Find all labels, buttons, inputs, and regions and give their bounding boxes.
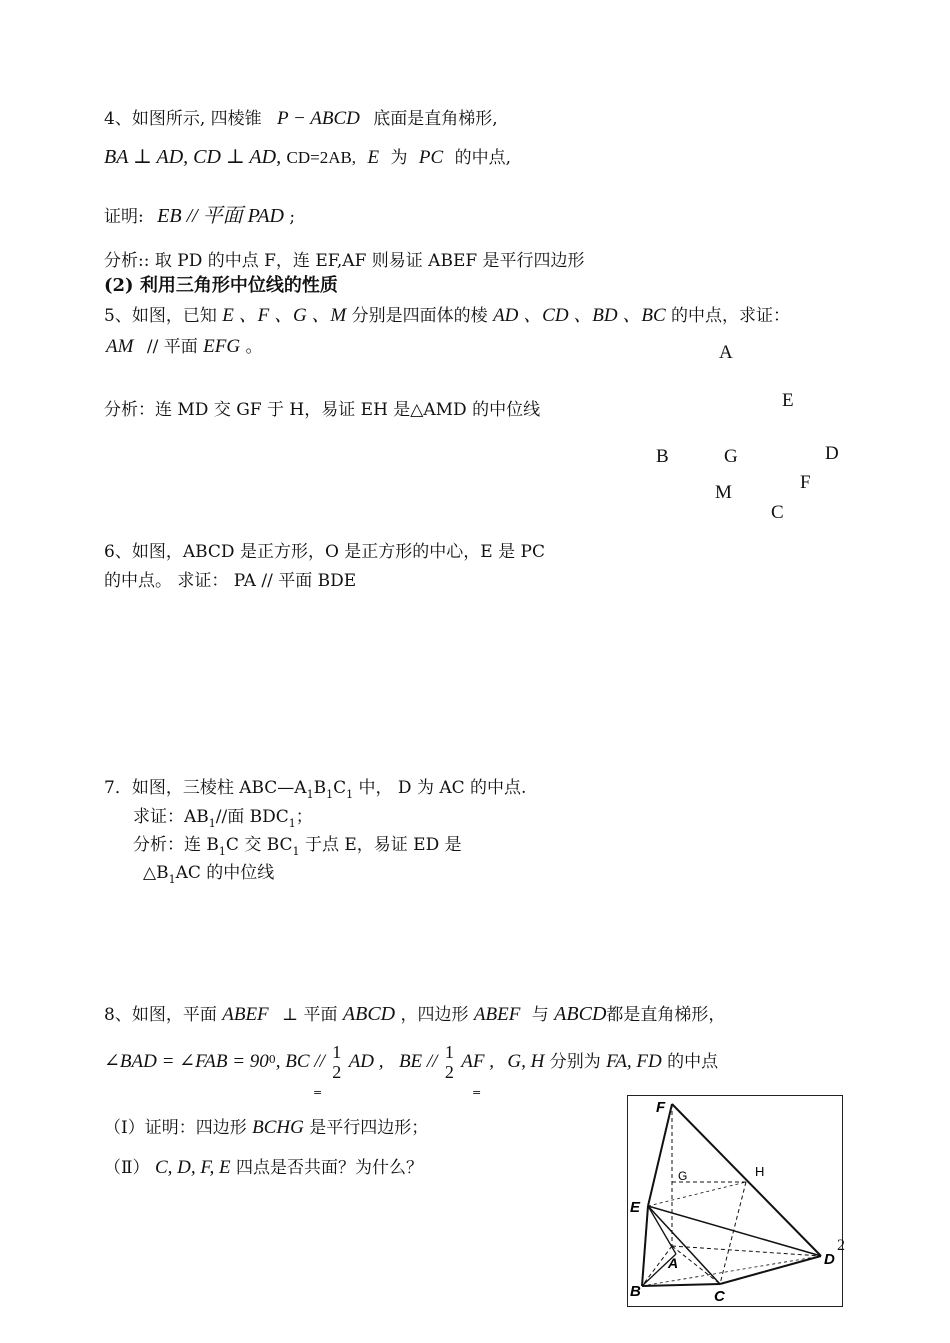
q5-label-f: F [800,472,811,493]
q4-analysis: 分析:: 取 PD 的中点 F，连 EF,AF 则易证 ABEF 是平行四边形 [104,251,585,271]
q5-label-m: M [715,482,732,503]
section-2-title: (2) 利用三角形中位线的性质 [104,275,338,296]
q5-analysis: 分析：连 MD 交 GF 于 H，易证 EH 是△AMD 的中位线 [104,400,541,420]
q8-fig-label-a: A [668,1255,679,1271]
q5-label-b: B [656,446,669,467]
q8-fig-label-c: C [714,1288,725,1305]
q5-label-g: G [724,446,738,467]
q8-fig-label-b: B [630,1283,641,1300]
q6-line2: 的中点。 求证： PA // 平面 BDE [104,571,357,591]
q5-label-d: D [825,443,839,464]
q8-fig-label-f: F [656,1099,666,1116]
q5-label-c: C [771,502,784,523]
q6-line1: 6、如图，ABCD 是正方形，O 是正方形的中心，E 是 PC [104,542,545,562]
q8-fig-label-e: E [630,1199,641,1216]
q5-line1: 5、如图，已知 E 、F 、G 、M 分别是四面体的棱 AD 、CD 、BD 、BC 的中点，求证： [104,305,791,326]
q4-line1: 4、如图所示, 四棱锥 P − ABCD 底面是直角梯形, [104,108,498,129]
page-number: 2 [837,1237,845,1254]
q8-eq-sign-1: = [313,1086,323,1099]
q8-line2: ∠BAD = ∠FAB = $90^0$, BC // 1 2 AD , BE // 1 2 AF , G, H 分别为 FA, FD 的中点 [104,1042,719,1082]
q7-line2: 求证：$AB_1//$面 $BDC_1$； [133,807,313,830]
q8-part2: （Ⅱ） C, D, F, E 四点是否共面？为什么？ [104,1157,424,1178]
q7-line4: $\triangle B_1AC$ 的中位线 [143,863,275,886]
q8-fig-label-g: G [678,1169,688,1183]
q8-fraction-2: 1 2 [444,1042,454,1082]
q8-fig-label-d: D [824,1251,835,1268]
q8-line1: 8、如图，平面 ABEF ⊥ 平面 ABCD ，四边形 ABEF 与 ABCD都是直角梯形， [104,1003,726,1025]
q8-figure-drawing [628,1096,842,1306]
q8-figure [627,1095,843,1307]
q8-fraction-1: 1 2 [332,1042,342,1082]
q8-eq-sign-2: = [472,1086,482,1099]
q4-prove: 证明: EB // 平面 PAD ; [104,205,296,227]
q5-label-a: A [719,342,733,363]
q8-part1: （Ⅰ）证明：四边形 BCHG 是平行四边形； [104,1117,429,1138]
q5-line2: AM // 平面 EFG 。 [106,336,263,357]
q5-label-e: E [782,390,794,411]
q8-fig-label-h: H [755,1164,765,1179]
q7-line3: 分析：连 $B_1C$ 交 $BC_1$ 于点 E，易证 ED 是 [133,835,462,858]
q4-line2: BA ⊥ AD, CD ⊥ AD, CD=2AB, E 为 PC 的中点, [104,146,511,168]
q7-line1: 7．如图，三棱柱 $ABC—A_1B_1C_1$ 中， D 为 AC 的中点. [104,778,527,801]
